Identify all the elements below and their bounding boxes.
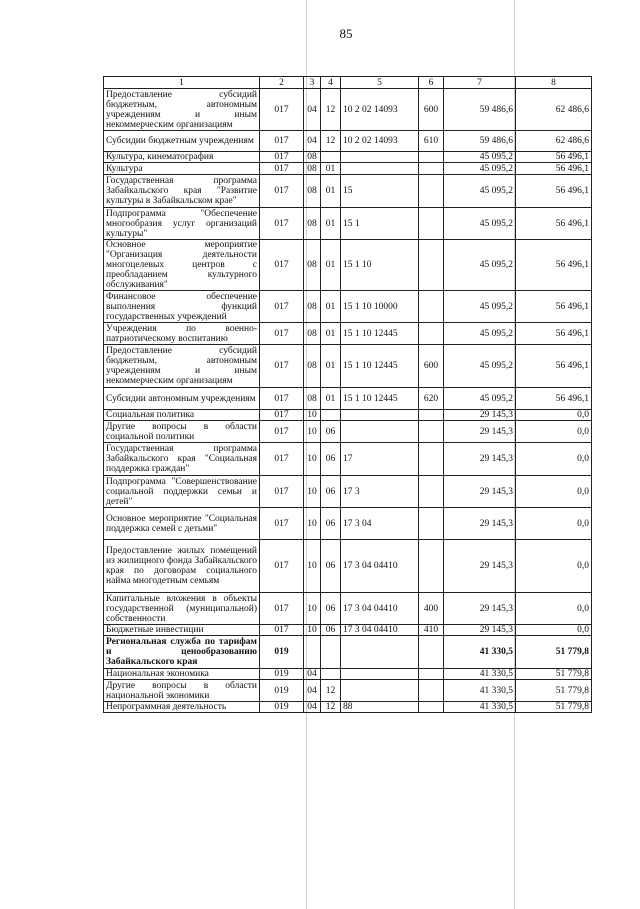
table-cell-section: 10 xyxy=(304,625,321,636)
table-cell-expense-type: 620 xyxy=(419,388,444,410)
table-cell-amount-year2: 0,0 xyxy=(516,421,592,443)
table-cell-target-article: 17 3 xyxy=(341,476,419,508)
column-header: 4 xyxy=(321,77,341,89)
table-cell-expense-type: 400 xyxy=(419,593,444,625)
table-cell-ministry: 017 xyxy=(260,89,304,131)
table-cell-amount-year1: 29 145,3 xyxy=(444,443,516,476)
table-cell-amount-year2: 51 779,8 xyxy=(516,680,592,702)
table-row xyxy=(104,323,592,345)
table-cell-ministry: 017 xyxy=(260,410,304,421)
table-cell-name: Учреждения по военно-патриотическому воспитанию xyxy=(104,323,260,345)
table-cell-ministry: 017 xyxy=(260,388,304,410)
table-cell-target-article xyxy=(341,163,419,175)
table-cell-section: 10 xyxy=(304,421,321,443)
table-cell-subsection: 06 xyxy=(321,476,341,508)
table-cell-expense-type xyxy=(419,410,444,421)
table-row xyxy=(104,443,592,476)
column-header: 7 xyxy=(444,77,516,89)
table-cell-amount-year1: 45 095,2 xyxy=(444,163,516,175)
table-cell-section: 04 xyxy=(304,131,321,152)
table-cell-ministry: 017 xyxy=(260,443,304,476)
table-cell-target-article: 15 1 10 12445 xyxy=(341,345,419,388)
column-header: 1 xyxy=(104,77,260,89)
table-cell-amount-year2: 56 496,1 xyxy=(516,163,592,175)
budget-table xyxy=(103,76,592,713)
table-cell-subsection: 01 xyxy=(321,240,341,291)
table-cell-target-article xyxy=(341,410,419,421)
table-cell-expense-type xyxy=(419,636,444,669)
table-cell-amount-year1: 41 330,5 xyxy=(444,669,516,680)
table-cell-expense-type: 600 xyxy=(419,345,444,388)
table-cell-expense-type: 410 xyxy=(419,625,444,636)
table-cell-amount-year1: 29 145,3 xyxy=(444,540,516,593)
table-row xyxy=(104,593,592,625)
table-cell-amount-year1: 45 095,2 xyxy=(444,208,516,240)
table-cell-subsection: 12 xyxy=(321,131,341,152)
table-cell-expense-type: 600 xyxy=(419,89,444,131)
table-cell-expense-type xyxy=(419,291,444,323)
table-cell-ministry: 017 xyxy=(260,323,304,345)
table-cell-target-article: 88 xyxy=(341,702,419,713)
table-cell-ministry: 017 xyxy=(260,208,304,240)
table-cell-amount-year2: 56 496,1 xyxy=(516,152,592,163)
table-cell-name: Национальная экономика xyxy=(104,669,260,680)
table-cell-section: 10 xyxy=(304,593,321,625)
table-cell-target-article: 10 2 02 14093 xyxy=(341,131,419,152)
table-cell-expense-type xyxy=(419,163,444,175)
table-cell-target-article: 10 2 02 14093 xyxy=(341,89,419,131)
table-cell-section: 08 xyxy=(304,163,321,175)
table-cell-target-article: 15 1 10 12445 xyxy=(341,323,419,345)
table-cell-target-article: 15 1 10 xyxy=(341,240,419,291)
table-cell-subsection: 01 xyxy=(321,208,341,240)
table-cell-ministry: 017 xyxy=(260,540,304,593)
table-cell-name: Субсидии бюджетным учреждениям xyxy=(104,131,260,152)
table-cell-subsection: 06 xyxy=(321,421,341,443)
table-cell-expense-type xyxy=(419,540,444,593)
table-cell-expense-type xyxy=(419,680,444,702)
table-cell-expense-type xyxy=(419,421,444,443)
table-cell-ministry: 017 xyxy=(260,421,304,443)
table-cell-expense-type xyxy=(419,669,444,680)
table-cell-section: 10 xyxy=(304,443,321,476)
table-cell-section: 04 xyxy=(304,89,321,131)
table-cell-name: Бюджетные инвестиции xyxy=(104,625,260,636)
table-cell-section: 04 xyxy=(304,702,321,713)
table-cell-section: 08 xyxy=(304,152,321,163)
table-cell-name: Основное мероприятие "Социальная поддержка семей с детьми" xyxy=(104,508,260,540)
table-row xyxy=(104,410,592,421)
table-row xyxy=(104,625,592,636)
table-cell-target-article xyxy=(341,421,419,443)
column-header: 5 xyxy=(341,77,419,89)
table-cell-subsection: 06 xyxy=(321,443,341,476)
table-cell-subsection xyxy=(321,669,341,680)
table-cell-amount-year2: 56 496,1 xyxy=(516,175,592,208)
table-row xyxy=(104,636,592,669)
table-cell-subsection: 06 xyxy=(321,625,341,636)
table-row xyxy=(104,680,592,702)
table-cell-amount-year1: 29 145,3 xyxy=(444,421,516,443)
table-cell-amount-year2: 51 779,8 xyxy=(516,669,592,680)
table-cell-section: 10 xyxy=(304,476,321,508)
table-cell-subsection: 06 xyxy=(321,593,341,625)
table-cell-ministry: 017 xyxy=(260,175,304,208)
table-cell-expense-type xyxy=(419,476,444,508)
table-cell-subsection: 12 xyxy=(321,680,341,702)
table-cell-section: 08 xyxy=(304,291,321,323)
table-cell-ministry: 017 xyxy=(260,625,304,636)
table-cell-name: Подпрограмма "Обеспечение многообразия услуг организаций культуры" xyxy=(104,208,260,240)
table-cell-name: Предоставление жилых помещений из жилищного фонда Забайкальского края по договорам социального найма многодетным семьям xyxy=(104,540,260,593)
table-cell-subsection: 06 xyxy=(321,540,341,593)
table-row xyxy=(104,89,592,131)
table-row xyxy=(104,540,592,593)
table-cell-ministry: 017 xyxy=(260,508,304,540)
table-row xyxy=(104,291,592,323)
table-cell-section: 08 xyxy=(304,345,321,388)
table-cell-section: 10 xyxy=(304,540,321,593)
table-row xyxy=(104,669,592,680)
table-cell-subsection: 01 xyxy=(321,323,341,345)
table-cell-name: Подпрограмма "Совершенствование социальной поддержки семьи и детей" xyxy=(104,476,260,508)
table-cell-ministry: 019 xyxy=(260,702,304,713)
table-cell-name: Культура xyxy=(104,163,260,175)
table-cell-amount-year1: 45 095,2 xyxy=(444,240,516,291)
table-cell-amount-year2: 0,0 xyxy=(516,443,592,476)
table-cell-expense-type xyxy=(419,175,444,208)
table-cell-name: Социальная политика xyxy=(104,410,260,421)
table-cell-amount-year1: 45 095,2 xyxy=(444,175,516,208)
table-cell-target-article: 17 3 04 04410 xyxy=(341,625,419,636)
table-cell-amount-year1: 41 330,5 xyxy=(444,636,516,669)
table-cell-subsection: 12 xyxy=(321,89,341,131)
table-cell-ministry: 017 xyxy=(260,291,304,323)
table-cell-section: 10 xyxy=(304,508,321,540)
table-cell-amount-year1: 45 095,2 xyxy=(444,345,516,388)
page-number: 85 xyxy=(339,26,353,41)
table-cell-subsection xyxy=(321,636,341,669)
column-header: 8 xyxy=(516,77,592,89)
table-cell-expense-type xyxy=(419,240,444,291)
table-cell-amount-year1: 41 330,5 xyxy=(444,680,516,702)
table-cell-amount-year2: 56 496,1 xyxy=(516,240,592,291)
table-cell-expense-type xyxy=(419,702,444,713)
table-cell-subsection: 01 xyxy=(321,175,341,208)
table-cell-name: Региональная служба по тарифам и ценообразованию Забайкальского края xyxy=(104,636,260,669)
table-cell-target-article xyxy=(341,669,419,680)
table-cell-target-article: 15 1 10 10000 xyxy=(341,291,419,323)
table-cell-target-article xyxy=(341,636,419,669)
table-cell-amount-year1: 45 095,2 xyxy=(444,388,516,410)
table-cell-amount-year1: 45 095,2 xyxy=(444,323,516,345)
table-cell-target-article xyxy=(341,152,419,163)
table-cell-section: 08 xyxy=(304,208,321,240)
table-cell-expense-type xyxy=(419,508,444,540)
table-cell-subsection: 12 xyxy=(321,702,341,713)
table-row xyxy=(104,163,592,175)
table-cell-ministry: 019 xyxy=(260,680,304,702)
table-cell-expense-type xyxy=(419,152,444,163)
table-cell-ministry: 017 xyxy=(260,152,304,163)
table-cell-target-article: 15 1 10 12445 xyxy=(341,388,419,410)
table-cell-name: Капитальные вложения в объекты государственной (муниципальной) собственности xyxy=(104,593,260,625)
table-row xyxy=(104,388,592,410)
table-row xyxy=(104,240,592,291)
table-cell-subsection: 01 xyxy=(321,291,341,323)
table-cell-section: 04 xyxy=(304,680,321,702)
table-cell-expense-type: 610 xyxy=(419,131,444,152)
table-cell-amount-year2: 56 496,1 xyxy=(516,388,592,410)
table-cell-ministry: 017 xyxy=(260,131,304,152)
table-cell-amount-year2: 56 496,1 xyxy=(516,291,592,323)
table-cell-subsection: 01 xyxy=(321,345,341,388)
table-cell-subsection xyxy=(321,410,341,421)
table-cell-amount-year1: 29 145,3 xyxy=(444,625,516,636)
table-cell-section: 10 xyxy=(304,410,321,421)
table-cell-amount-year2: 62 486,6 xyxy=(516,131,592,152)
table-cell-expense-type xyxy=(419,208,444,240)
table-cell-amount-year2: 0,0 xyxy=(516,508,592,540)
table-cell-amount-year1: 59 486,6 xyxy=(444,131,516,152)
table-row xyxy=(104,345,592,388)
table-cell-name: Культура, кинематография xyxy=(104,152,260,163)
table-cell-section: 08 xyxy=(304,175,321,208)
table-cell-name: Предоставление субсидий бюджетным, автономным учреждениям и иным некоммерческим организациям xyxy=(104,345,260,388)
table-cell-target-article: 17 xyxy=(341,443,419,476)
table-cell-amount-year2: 0,0 xyxy=(516,540,592,593)
table-cell-amount-year2: 56 496,1 xyxy=(516,345,592,388)
table-cell-name: Другие вопросы в области социальной политики xyxy=(104,421,260,443)
table-cell-section: 08 xyxy=(304,388,321,410)
table-cell-name: Другие вопросы в области национальной экономики xyxy=(104,680,260,702)
table-cell-amount-year2: 51 779,8 xyxy=(516,702,592,713)
table-cell-amount-year2: 0,0 xyxy=(516,476,592,508)
table-cell-amount-year1: 41 330,5 xyxy=(444,702,516,713)
table-cell-name: Непрограммная деятельность xyxy=(104,702,260,713)
table-row xyxy=(104,476,592,508)
table-cell-target-article: 15 1 xyxy=(341,208,419,240)
table-cell-subsection xyxy=(321,152,341,163)
table-cell-amount-year2: 0,0 xyxy=(516,625,592,636)
column-header: 3 xyxy=(304,77,321,89)
table-cell-expense-type xyxy=(419,323,444,345)
table-row xyxy=(104,131,592,152)
table-body xyxy=(104,89,592,713)
table-cell-amount-year2: 0,0 xyxy=(516,410,592,421)
table-cell-amount-year2: 56 496,1 xyxy=(516,208,592,240)
table-cell-target-article: 17 3 04 04410 xyxy=(341,593,419,625)
column-header: 6 xyxy=(419,77,444,89)
column-header: 2 xyxy=(260,77,304,89)
table-cell-amount-year1: 29 145,3 xyxy=(444,593,516,625)
table-cell-ministry: 017 xyxy=(260,345,304,388)
table-cell-target-article xyxy=(341,680,419,702)
table-cell-amount-year1: 29 145,3 xyxy=(444,476,516,508)
table-cell-subsection: 01 xyxy=(321,163,341,175)
table-cell-name: Финансовое обеспечение выполнения функций государственных учреждений xyxy=(104,291,260,323)
table-cell-section: 04 xyxy=(304,669,321,680)
table-cell-ministry: 017 xyxy=(260,593,304,625)
table-row xyxy=(104,208,592,240)
table-cell-expense-type xyxy=(419,443,444,476)
table-row xyxy=(104,152,592,163)
table-cell-amount-year1: 59 486,6 xyxy=(444,89,516,131)
table-cell-section: 08 xyxy=(304,323,321,345)
table-cell-ministry: 017 xyxy=(260,240,304,291)
table-row xyxy=(104,702,592,713)
table-cell-amount-year1: 29 145,3 xyxy=(444,508,516,540)
table-cell-amount-year1: 45 095,2 xyxy=(444,152,516,163)
table-cell-name: Субсидии автономным учреждениям xyxy=(104,388,260,410)
table-cell-subsection: 06 xyxy=(321,508,341,540)
header-row xyxy=(104,77,592,89)
table-cell-amount-year2: 51 779,8 xyxy=(516,636,592,669)
table-row xyxy=(104,421,592,443)
table-cell-ministry: 019 xyxy=(260,669,304,680)
table-cell-target-article: 17 3 04 xyxy=(341,508,419,540)
table-cell-target-article: 17 3 04 04410 xyxy=(341,540,419,593)
table-cell-amount-year1: 45 095,2 xyxy=(444,291,516,323)
table-cell-name: Предоставление субсидий бюджетным, автономным учреждениям и иным некоммерческим организациям xyxy=(104,89,260,131)
table-row xyxy=(104,175,592,208)
table-cell-section xyxy=(304,636,321,669)
table-cell-name: Основное мероприятие "Организация деятельности многоцелевых центров с преобладанием культурного обслуживания" xyxy=(104,240,260,291)
table-cell-amount-year2: 56 496,1 xyxy=(516,323,592,345)
table-cell-amount-year2: 62 486,6 xyxy=(516,89,592,131)
table-row xyxy=(104,508,592,540)
table-cell-name: Государственная программа Забайкальского края "Социальная поддержка граждан" xyxy=(104,443,260,476)
table-cell-subsection: 01 xyxy=(321,388,341,410)
table-cell-name: Государственная программа Забайкальского края "Развитие культуры в Забайкальском крае" xyxy=(104,175,260,208)
table-cell-ministry: 017 xyxy=(260,163,304,175)
table-cell-ministry: 019 xyxy=(260,636,304,669)
table-cell-section: 08 xyxy=(304,240,321,291)
table-cell-amount-year2: 0,0 xyxy=(516,593,592,625)
table-cell-ministry: 017 xyxy=(260,476,304,508)
table-cell-amount-year1: 29 145,3 xyxy=(444,410,516,421)
table-cell-target-article: 15 xyxy=(341,175,419,208)
